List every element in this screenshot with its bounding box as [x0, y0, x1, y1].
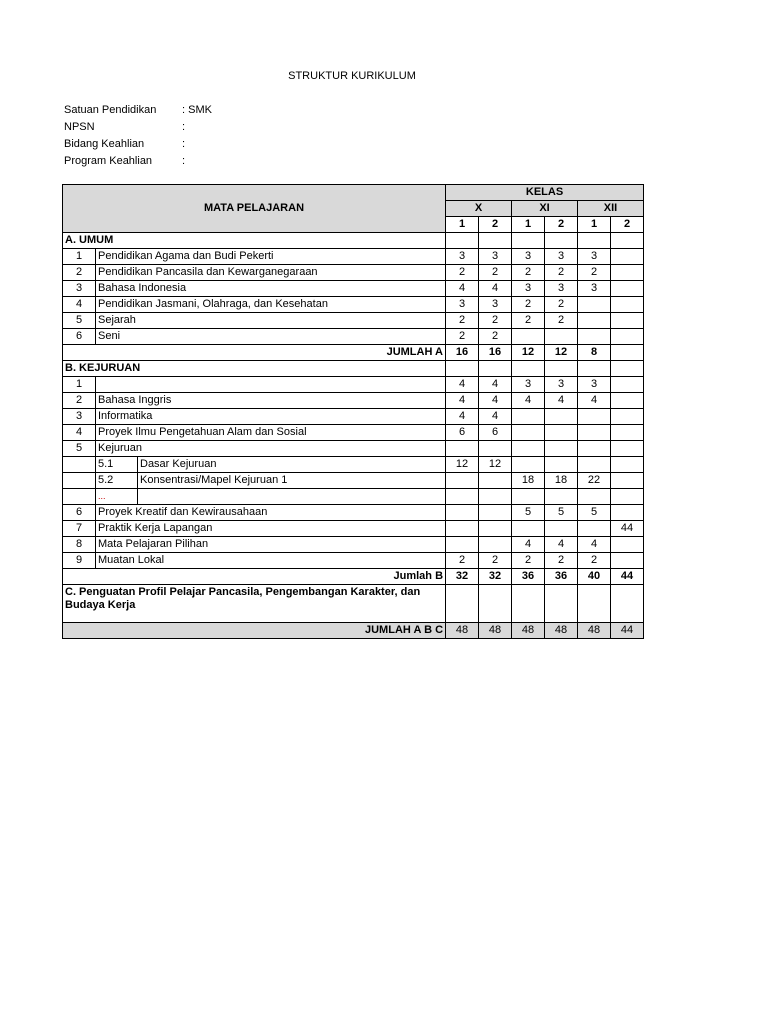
value-cell: 44	[611, 521, 644, 537]
row-number: 2	[63, 265, 96, 281]
value-cell	[545, 489, 578, 505]
subject-name	[96, 377, 446, 393]
value-cell	[578, 313, 611, 329]
total-row-b	[63, 569, 644, 585]
sub-subject-row	[63, 457, 644, 473]
subject-row	[63, 377, 644, 393]
row-number	[63, 457, 96, 473]
value-cell	[578, 297, 611, 313]
subject-name: Seni	[96, 329, 446, 345]
value-cell	[512, 329, 545, 345]
value-cell: 4	[512, 393, 545, 409]
value-cell	[512, 425, 545, 441]
value-cell: 3	[545, 281, 578, 297]
value-cell: 2	[479, 553, 512, 569]
row-number: 1	[63, 377, 96, 393]
value-cell	[578, 409, 611, 425]
value-cell: 2	[578, 265, 611, 281]
row-number: 3	[63, 281, 96, 297]
value-cell: 3	[446, 297, 479, 313]
row-number: 8	[63, 537, 96, 553]
value-cell: 2	[446, 329, 479, 345]
header-kelas: KELAS	[446, 185, 644, 201]
value-cell	[611, 393, 644, 409]
subject-name: Proyek Ilmu Pengetahuan Alam dan Sosial	[96, 425, 446, 441]
row-number: 5	[63, 441, 96, 457]
value-cell	[611, 457, 644, 473]
sub-number: 5.2	[96, 473, 138, 489]
value-cell: 3	[446, 249, 479, 265]
value-cell: 2	[545, 313, 578, 329]
header-semester: 2	[479, 217, 512, 233]
value-cell: 3	[479, 297, 512, 313]
subject-row	[63, 393, 644, 409]
info-label: NPSN	[64, 121, 95, 133]
value-cell	[446, 361, 479, 377]
subject-name: Mata Pelajaran Pilihan	[96, 537, 446, 553]
subject-row	[63, 521, 644, 537]
row-number: 7	[63, 521, 96, 537]
value-cell	[479, 585, 512, 623]
value-cell: 48	[578, 623, 611, 639]
value-cell	[512, 233, 545, 249]
subject-name: Dasar Kejuruan	[138, 457, 446, 473]
value-cell: 18	[545, 473, 578, 489]
total-label: JUMLAH A	[63, 345, 446, 361]
sub-number: ...	[96, 489, 138, 505]
value-cell	[446, 473, 479, 489]
subject-name: Pendidikan Jasmani, Olahraga, dan Kesehatan	[96, 297, 446, 313]
value-cell	[512, 361, 545, 377]
info-value: :	[182, 138, 186, 150]
info-label: Satuan Pendidikan	[64, 104, 157, 116]
value-cell: 3	[479, 249, 512, 265]
row-number: 6	[63, 505, 96, 521]
sub-subject-row	[63, 489, 644, 505]
value-cell: 44	[611, 623, 644, 639]
value-cell	[446, 521, 479, 537]
value-cell: 2	[512, 553, 545, 569]
section-c-row	[63, 585, 644, 623]
row-number	[63, 473, 96, 489]
school-info	[64, 102, 212, 170]
total-label: JUMLAH A B C	[63, 623, 446, 639]
value-cell: 12	[446, 457, 479, 473]
row-number: 2	[63, 393, 96, 409]
subject-row	[63, 249, 644, 265]
value-cell	[611, 425, 644, 441]
info-label: Bidang Keahlian	[64, 138, 145, 150]
value-cell: 2	[578, 553, 611, 569]
header-grade-xi: XI	[512, 201, 578, 217]
value-cell	[611, 361, 644, 377]
value-cell	[611, 553, 644, 569]
subject-row	[63, 537, 644, 553]
row-number: 4	[63, 297, 96, 313]
value-cell: 2	[545, 297, 578, 313]
row-number: 4	[63, 425, 96, 441]
subject-row	[63, 505, 644, 521]
value-cell: 4	[446, 281, 479, 297]
value-cell	[446, 585, 479, 623]
subject-name: Konsentrasi/Mapel Kejuruan 1	[138, 473, 446, 489]
value-cell	[479, 521, 512, 537]
sub-subject-row	[63, 473, 644, 489]
subject-name: Praktik Kerja Lapangan	[96, 521, 446, 537]
value-cell: 48	[512, 623, 545, 639]
subject-name: Sejarah	[96, 313, 446, 329]
value-cell: 36	[545, 569, 578, 585]
value-cell: 8	[578, 345, 611, 361]
value-cell	[611, 329, 644, 345]
value-cell	[578, 329, 611, 345]
value-cell: 40	[578, 569, 611, 585]
value-cell	[545, 409, 578, 425]
value-cell	[578, 457, 611, 473]
value-cell: 3	[578, 377, 611, 393]
curriculum-table	[62, 184, 644, 639]
value-cell	[446, 537, 479, 553]
value-cell	[512, 457, 545, 473]
subject-name: Proyek Kreatif dan Kewirausahaan	[96, 505, 446, 521]
value-cell: 3	[512, 249, 545, 265]
page-title: STRUKTUR KURIKULUM	[288, 70, 416, 82]
value-cell	[611, 249, 644, 265]
value-cell	[479, 361, 512, 377]
value-cell: 4	[545, 393, 578, 409]
value-cell	[611, 473, 644, 489]
value-cell: 2	[512, 297, 545, 313]
subject-name: Bahasa Indonesia	[96, 281, 446, 297]
value-cell	[611, 441, 644, 457]
value-cell: 16	[446, 345, 479, 361]
row-number	[63, 489, 96, 505]
info-row-npsn	[64, 119, 212, 136]
value-cell: 2	[545, 553, 578, 569]
section-title: C. Penguatan Profil Pelajar Pancasila, Pengembangan Karakter, dan Budaya Kerja	[63, 585, 446, 623]
value-cell: 6	[446, 425, 479, 441]
value-cell: 3	[545, 377, 578, 393]
header-grade-xii: XII	[578, 201, 644, 217]
value-cell	[578, 521, 611, 537]
value-cell: 2	[479, 313, 512, 329]
value-cell	[512, 585, 545, 623]
subject-row	[63, 265, 644, 281]
value-cell	[545, 425, 578, 441]
value-cell: 5	[512, 505, 545, 521]
value-cell	[446, 233, 479, 249]
value-cell: 12	[545, 345, 578, 361]
value-cell	[446, 441, 479, 457]
header-grade-x: X	[446, 201, 512, 217]
value-cell: 36	[512, 569, 545, 585]
value-cell: 4	[479, 409, 512, 425]
value-cell	[512, 441, 545, 457]
value-cell: 4	[545, 537, 578, 553]
value-cell	[479, 489, 512, 505]
value-cell: 22	[578, 473, 611, 489]
value-cell: 6	[479, 425, 512, 441]
value-cell: 2	[446, 265, 479, 281]
row-number: 1	[63, 249, 96, 265]
value-cell: 4	[479, 281, 512, 297]
value-cell	[611, 313, 644, 329]
value-cell	[479, 473, 512, 489]
subject-name: Muatan Lokal	[96, 553, 446, 569]
total-label: Jumlah B	[63, 569, 446, 585]
value-cell	[446, 505, 479, 521]
value-cell: 2	[479, 265, 512, 281]
header-semester: 1	[578, 217, 611, 233]
value-cell: 4	[578, 537, 611, 553]
value-cell: 2	[545, 265, 578, 281]
value-cell: 3	[512, 377, 545, 393]
value-cell: 12	[479, 457, 512, 473]
info-row-program	[64, 153, 212, 170]
row-number: 6	[63, 329, 96, 345]
value-cell: 4	[512, 537, 545, 553]
value-cell	[545, 441, 578, 457]
value-cell: 3	[578, 249, 611, 265]
section-a-header	[63, 233, 644, 249]
value-cell	[545, 457, 578, 473]
value-cell	[545, 521, 578, 537]
value-cell	[479, 233, 512, 249]
value-cell	[578, 233, 611, 249]
value-cell	[446, 489, 479, 505]
value-cell	[512, 521, 545, 537]
value-cell: 4	[578, 393, 611, 409]
value-cell: 16	[479, 345, 512, 361]
value-cell	[479, 537, 512, 553]
value-cell: 2	[512, 313, 545, 329]
value-cell: 32	[446, 569, 479, 585]
subject-row	[63, 297, 644, 313]
value-cell: 2	[446, 313, 479, 329]
value-cell: 2	[479, 329, 512, 345]
header-mata-pelajaran: MATA PELAJARAN	[63, 185, 446, 233]
subject-row	[63, 281, 644, 297]
row-number: 9	[63, 553, 96, 569]
value-cell	[611, 409, 644, 425]
value-cell: 32	[479, 569, 512, 585]
sub-number: 5.1	[96, 457, 138, 473]
subject-row	[63, 441, 644, 457]
subject-name: Informatika	[96, 409, 446, 425]
row-number: 5	[63, 313, 96, 329]
value-cell: 18	[512, 473, 545, 489]
section-title: B. KEJURUAN	[63, 361, 446, 377]
subject-row	[63, 409, 644, 425]
subject-row	[63, 313, 644, 329]
value-cell: 4	[446, 377, 479, 393]
header-semester: 1	[446, 217, 479, 233]
value-cell	[479, 505, 512, 521]
value-cell	[479, 441, 512, 457]
subject-name	[138, 489, 446, 505]
header-semester: 2	[545, 217, 578, 233]
info-label: Program Keahlian	[64, 155, 153, 167]
header-semester: 1	[512, 217, 545, 233]
subject-row	[63, 553, 644, 569]
value-cell	[578, 441, 611, 457]
value-cell	[611, 377, 644, 393]
info-value: :	[182, 121, 186, 133]
value-cell	[545, 585, 578, 623]
value-cell: 4	[446, 393, 479, 409]
subject-name: Pendidikan Pancasila dan Kewarganegaraan	[96, 265, 446, 281]
value-cell	[545, 233, 578, 249]
value-cell	[578, 585, 611, 623]
value-cell	[611, 297, 644, 313]
value-cell	[611, 585, 644, 623]
value-cell: 4	[479, 393, 512, 409]
info-value: :	[182, 155, 186, 167]
value-cell: 5	[545, 505, 578, 521]
value-cell	[578, 489, 611, 505]
subject-name: Pendidikan Agama dan Budi Pekerti	[96, 249, 446, 265]
value-cell: 4	[479, 377, 512, 393]
info-row-bidang	[64, 136, 212, 153]
value-cell: 48	[545, 623, 578, 639]
value-cell	[578, 425, 611, 441]
value-cell	[611, 233, 644, 249]
table-body	[63, 185, 644, 639]
value-cell: 12	[512, 345, 545, 361]
value-cell	[545, 329, 578, 345]
value-cell: 3	[512, 281, 545, 297]
total-row-a	[63, 345, 644, 361]
value-cell: 2	[446, 553, 479, 569]
value-cell	[578, 361, 611, 377]
header-row-kelas	[63, 185, 644, 201]
value-cell: 3	[545, 249, 578, 265]
value-cell	[611, 281, 644, 297]
value-cell: 3	[578, 281, 611, 297]
value-cell	[611, 265, 644, 281]
value-cell: 44	[611, 569, 644, 585]
value-cell: 5	[578, 505, 611, 521]
value-cell: 48	[446, 623, 479, 639]
value-cell: 4	[446, 409, 479, 425]
grand-total-row	[63, 623, 644, 639]
section-b-header	[63, 361, 644, 377]
value-cell	[611, 537, 644, 553]
value-cell	[512, 409, 545, 425]
subject-name: Kejuruan	[96, 441, 446, 457]
value-cell	[611, 489, 644, 505]
value-cell: 48	[479, 623, 512, 639]
info-value: : SMK	[182, 104, 212, 116]
header-semester: 2	[611, 217, 644, 233]
value-cell	[611, 345, 644, 361]
row-number: 3	[63, 409, 96, 425]
subject-row	[63, 425, 644, 441]
value-cell	[611, 505, 644, 521]
subject-name: Bahasa Inggris	[96, 393, 446, 409]
subject-row	[63, 329, 644, 345]
value-cell	[545, 361, 578, 377]
value-cell: 2	[512, 265, 545, 281]
section-title: A. UMUM	[63, 233, 446, 249]
value-cell	[512, 489, 545, 505]
info-row-satuan	[64, 102, 212, 119]
